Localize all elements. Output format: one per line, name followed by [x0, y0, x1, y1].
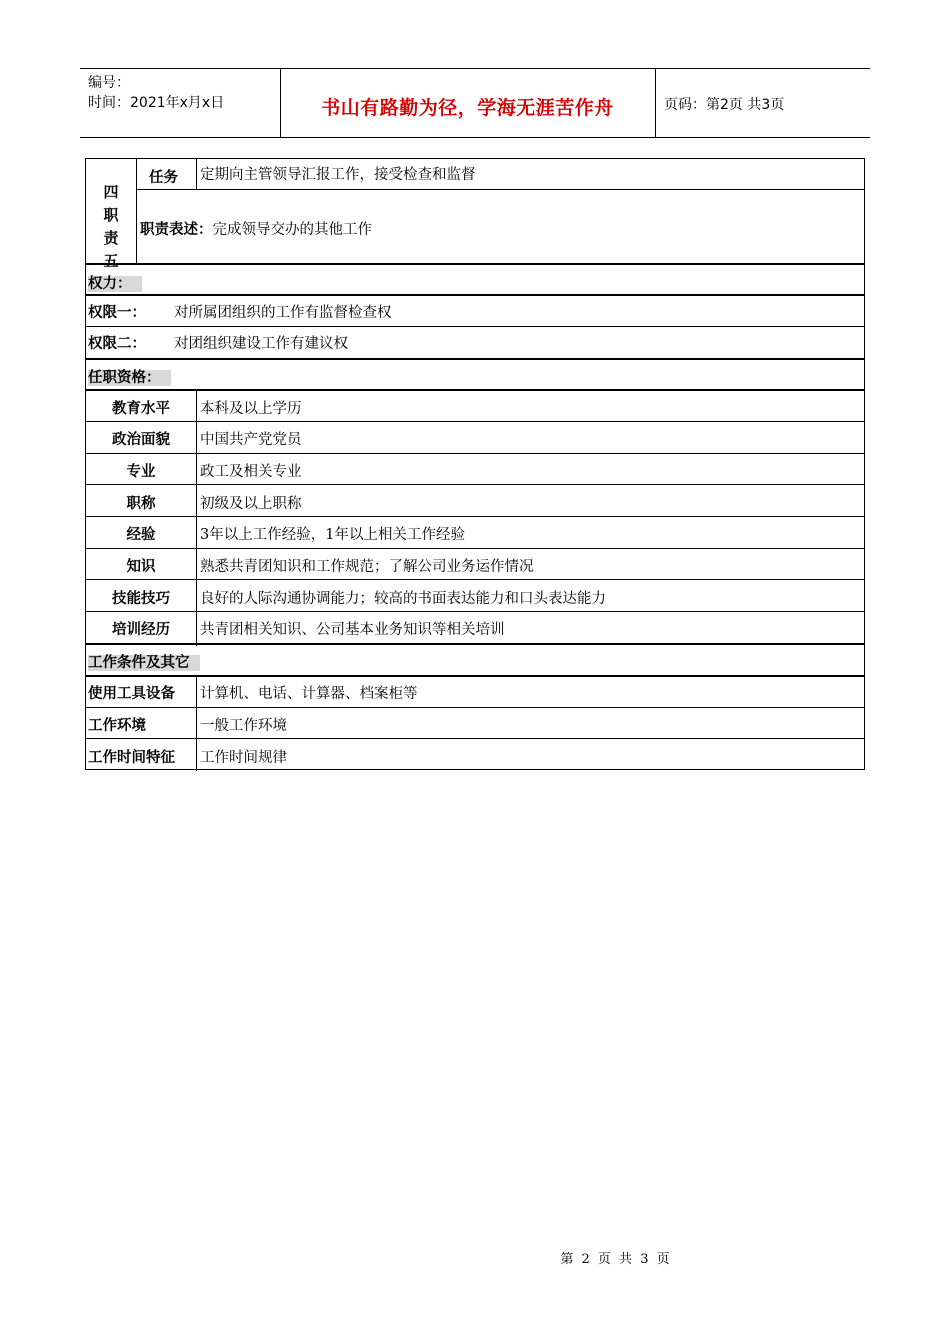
qualification-value: 中国共产党党员	[200, 432, 302, 448]
conditions-divider	[196, 676, 197, 771]
row-line	[86, 579, 864, 580]
desc-label: 职责表述：	[140, 222, 213, 238]
qualification-label: 经验	[126, 527, 156, 543]
task-label: 任务	[149, 170, 178, 186]
qualification-value: 良好的人际沟通协调能力；较高的书面表达能力和口头表达能力	[200, 591, 606, 607]
authority-value: 对所属团组织的工作有监督检查权	[174, 305, 392, 321]
condition-label: 工作时间特征	[88, 750, 175, 766]
qualification-label: 职称	[126, 496, 156, 512]
qualification-value: 初级及以上职称	[200, 496, 302, 512]
qualification-label: 培训经历	[112, 622, 170, 638]
qualification-label: 知识	[126, 559, 156, 575]
authority-value: 对团组织建设工作有建议权	[174, 336, 348, 352]
qualifications-title: 任职资格：	[88, 369, 171, 387]
authority-title: 权力：	[88, 275, 142, 293]
qualification-label: 专业	[126, 464, 156, 480]
condition-label: 使用工具设备	[88, 686, 175, 702]
condition-label: 工作环境	[88, 718, 146, 734]
qualification-divider	[196, 390, 197, 646]
header-divider	[655, 69, 656, 137]
authority-row	[88, 304, 392, 322]
qualification-value: 政工及相关专业	[200, 464, 302, 480]
section-line	[86, 294, 864, 296]
condition-value: 工作时间规律	[200, 750, 287, 766]
row-line	[86, 516, 864, 517]
row-line	[86, 453, 864, 454]
duties-section-label	[101, 181, 121, 273]
section-line	[86, 358, 864, 360]
task-text: 定期向主管领导汇报工作，接受检查和监督	[200, 167, 476, 183]
row-line	[86, 611, 864, 612]
authority-label: 权限一：	[88, 305, 146, 321]
qualification-value: 3年以上工作经验，1年以上相关工作经验	[200, 527, 465, 543]
qualification-value: 熟悉共青团知识和工作规范；了解公司业务运作情况	[200, 559, 534, 575]
authority-row	[88, 335, 348, 353]
section-line	[86, 675, 864, 677]
duties-left-divider	[136, 159, 137, 263]
qualification-label: 技能技巧	[112, 591, 170, 607]
conditions-title: 工作条件及其它	[88, 654, 200, 672]
row-line	[86, 421, 864, 422]
row-line	[86, 484, 864, 485]
row-line	[86, 326, 864, 327]
duties-vertical-text: 四职责五	[103, 183, 119, 270]
authority-label: 权限二：	[88, 336, 146, 352]
number-label: 编号：	[88, 75, 130, 91]
section-line	[86, 263, 864, 265]
header-meta	[88, 73, 224, 113]
section-line	[86, 643, 864, 645]
condition-value: 一般工作环境	[200, 718, 287, 734]
qualification-value: 本科及以上学历	[200, 401, 302, 417]
page-footer: 第 2 页 共 3 页	[560, 1252, 670, 1267]
qualification-label: 教育水平	[112, 401, 170, 417]
qualification-value: 共青团相关知识、公司基本业务知识等相关培训	[200, 622, 505, 638]
desc-text: 完成领导交办的其他工作	[212, 222, 372, 238]
condition-value: 计算机、电话、计算器、档案柜等	[200, 686, 418, 702]
duty-description	[140, 221, 372, 239]
header-page-info: 页码：第2页 共3页	[664, 97, 785, 113]
row-line	[86, 707, 864, 708]
header-motto: 书山有路勤为径，学海无涯苦作舟	[321, 97, 614, 119]
row-line	[136, 189, 864, 190]
row-line	[86, 738, 864, 739]
qualification-label: 政治面貌	[112, 432, 170, 448]
page-header	[80, 68, 870, 138]
job-description-table	[85, 158, 865, 770]
section-line	[86, 389, 864, 391]
time-line: 时间：2021年x月x日	[88, 95, 225, 111]
task-divider	[196, 159, 197, 189]
row-line	[86, 548, 864, 549]
